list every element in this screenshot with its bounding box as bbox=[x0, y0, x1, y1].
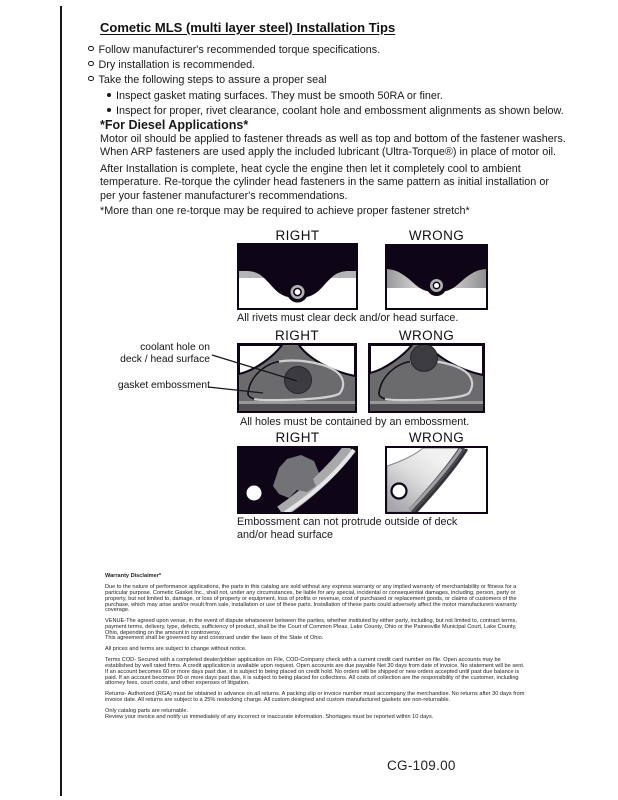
rivet-right-diagram bbox=[237, 243, 358, 310]
invoice-review-line: Review your invoice and notify us immediately of any incorrect or inaccurate information. Shortages must be reported within 10 days. bbox=[105, 713, 434, 720]
warranty-disclaimer bbox=[105, 574, 529, 726]
list-item bbox=[88, 43, 564, 58]
list-item bbox=[88, 58, 564, 73]
governing-law-line: This agreement shall be governed by and construed under the laws of the State of Ohio. bbox=[105, 635, 324, 642]
venue-paragraph: VENUE-The agreed upon venue, in the event of dispute whatsoever between the parties, whether instituted by either party, including, but not limited to, contract terms, payment terms, delivery, type, defects, sufficiency of product, shall be the Court of Common Pleas, Lake County, Ohio or the Painesville Municipal Court, Lake County, Ohio, depending on the amount in controversy. bbox=[105, 618, 517, 636]
diesel-applications-heading: *For Diesel Applications* bbox=[100, 118, 249, 132]
row1-right-label: RIGHT bbox=[275, 228, 320, 243]
circle-bullet-icon bbox=[88, 61, 94, 67]
row1-wrong-label: WRONG bbox=[408, 228, 465, 243]
list-item-text: Follow manufacturer's recommended torque specifications. bbox=[98, 44, 381, 56]
page-code: CG-109.00 bbox=[387, 758, 456, 773]
row1-caption: All rivets must clear deck and/or head surface. bbox=[237, 312, 459, 324]
list-item-text: Dry installation is recommended. bbox=[98, 59, 256, 72]
circle-bullet-icon bbox=[88, 46, 94, 52]
diesel-paragraph-2: After Installation is complete, heat cycle the engine then let it completely cool to ambient temperature. Re-torque the cylinder head fasteners in the same pattern as initial installation or per your fastener manufacturer's recommendations. bbox=[100, 163, 549, 202]
warranty-heading: Warranty Disclaimer* bbox=[105, 573, 162, 579]
row2-wrong-label: WRONG bbox=[398, 328, 455, 343]
bolt-hole bbox=[247, 486, 262, 501]
list-sub-item bbox=[107, 89, 564, 104]
retorque-note: *More than one re-torque may be required to achieve proper fastener stretch* bbox=[100, 205, 470, 217]
list-item bbox=[88, 73, 564, 88]
installation-tips-list bbox=[88, 43, 564, 119]
page-title: Cometic MLS (multi layer steel) Installation Tips bbox=[100, 20, 396, 35]
rivet-wrong-diagram bbox=[385, 244, 488, 310]
deck-edge-right-diagram bbox=[237, 446, 358, 514]
bullet-icon bbox=[107, 93, 111, 97]
bullet-icon bbox=[107, 108, 111, 112]
row3-right-label: RIGHT bbox=[275, 430, 320, 445]
row3-caption: Embossment can not protrude outside of deck and/or head surface bbox=[237, 516, 458, 541]
catalog-parts-line: Only catalog parts are returnable. bbox=[105, 707, 189, 714]
diesel-paragraph-1: Motor oil should be applied to fastener threads as well as top and bottom of the fastener washers. When ARP fasteners are used apply the included lubricant (Ultra-Torque®) in place of motor oil. bbox=[100, 133, 566, 159]
list-item-text: Inspect for proper, rivet clearance, coolant hole and embossment alignments as shown below. bbox=[116, 104, 564, 117]
list-item-text: Inspect gasket mating surfaces. They must be smooth 50RA or finer. bbox=[116, 89, 443, 102]
row2-caption: All holes must be contained by an embossment. bbox=[240, 416, 470, 428]
returns-paragraph: Returns- Authorized (RGA) must be obtained in advance on all returns. A packing slip or invoice number must accompany the merchandise. No returns after 30 days from invoice date. All returns are subject to a 25% restocking charge. All custom designed and custom manufactured gaskets are non-returnable. bbox=[105, 691, 525, 703]
page-edge-line bbox=[60, 6, 62, 796]
terms-paragraph: Terms COD- Secured with a completed dealer/jobber application on File, COD-Company check with a current credit card number on file. Open accounts may be established by well rated firms. A credit application is available upon request. Open accounts are due payable Net 30 days from date of invoice. No statement will be sent. If an account becomes 60 or more days past due, it is subject to being placed on credit hold. No orders will be shipped or new orders accepted until past due balance is paid. If an account becomes 90 or more days past due, it is subject to being placed for collections. All costs of collection are the responsibility of the customer, including attorney fees, court costs, and other expenses of litigation. bbox=[105, 657, 525, 687]
row3-wrong-label: WRONG bbox=[408, 430, 465, 445]
prices-line: All prices and terms are subject to change without notice. bbox=[105, 646, 247, 653]
circle-bullet-icon bbox=[88, 76, 94, 82]
row2-right-label: RIGHT bbox=[275, 328, 319, 343]
list-item-text: Take the following steps to assure a proper seal bbox=[98, 74, 327, 87]
coolant-hole-annotation: coolant hole on deck / head surface bbox=[120, 342, 210, 365]
deck-edge-wrong-diagram bbox=[385, 446, 488, 514]
gasket-embossment-annotation: gasket embossment bbox=[117, 380, 210, 391]
bolt-hole bbox=[392, 484, 407, 499]
warranty-paragraph: Due to the nature of performance applications, the parts in this catalog are sold without any express warranty or any implied warranty of merchantability or fitness for a particular purpose. Cometic Gasket Inc., shall not, under any circumstances, be liable for any special, incidental or consequential damages, including, person, party or property, but not limited to, damage, or loss of property or equipment, loss of profits or revenue, cost of purchased or replacement goods, or claims of customers of the purchase, which may arise and/or result from sale, installation or use of these parts. Installation of these parts could adversely affect the motor manufacturers warranty coverage. bbox=[105, 584, 517, 614]
list-sub-item bbox=[107, 104, 564, 119]
